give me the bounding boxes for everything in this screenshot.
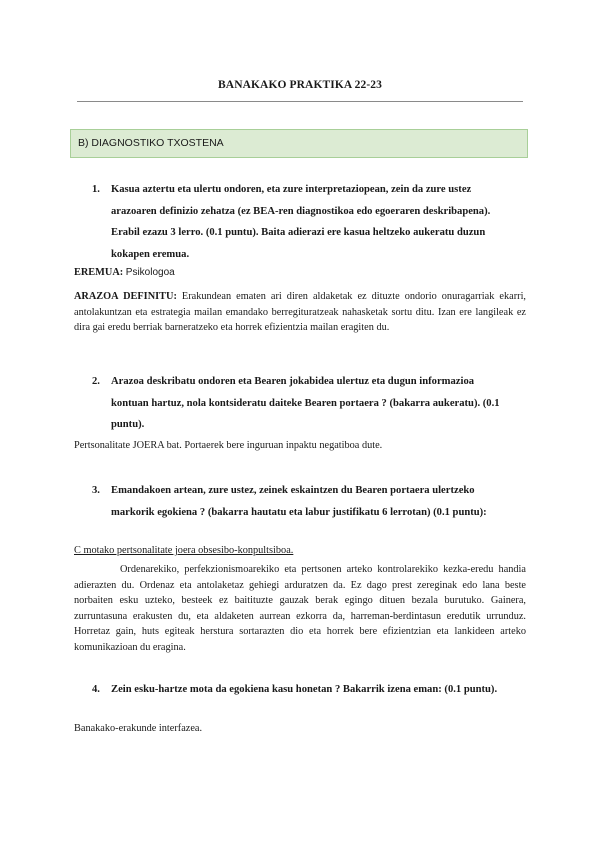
arazoa-text: Erakundean ematen ari diren aldaketak ez dituzte ondorio onuragarriak ekarri, antolakuntzan eta estrategia mailan emandako berregituratzeak nahasketak sortu ditu. Izan ere langileak ez dira gai eredu berriak barneratzeko eta horrek efizientzia mailan eragiten du. [74,291,526,334]
title-divider [77,101,523,102]
question-1-number: 1. [92,184,100,195]
arazoa-label: ARAZOA DEFINITU: [74,291,177,302]
question-3-text: Emandakoen artean, zure ustez, zeinek eskaintzen du Bearen portaera ulertzeko markorik egokiena ? (bakarra hautatu eta labur justifikatu 6 lerrotan) (0.1 puntu): [111,485,487,518]
eremua-label: EREMUA: [74,267,124,278]
answer-4: Banakako-erakunde interfazea. [74,723,203,734]
answer-2: Pertsonalitate JOERA bat. Portaerek bere inguruan inpaktu negatiboa dute. [74,440,383,451]
eremua-value: Psikologoa [125,267,175,278]
question-4-number: 4. [92,684,100,695]
question-2-text: Arazoa deskribatu ondoren eta Bearen jokabidea ulertuz eta dugun informazioa kontuan hartuz, nola kontsideratu daiteke Bearen portaera ? (bakarra aukeratu). (0.1 puntu). [111,376,500,430]
answer-3-body: Ordenarekiko, perfekzionismoarekiko eta pertsonen arteko kontrolarekiko kezka-eredu handia adierazten du. Ordenaz eta antolaketaz gehiegi arduratzen da. Ez dago prest zereginak edo lana beste norbaiten esku uzteko, besteek ez baitituzte gauzak berak egingo dituen bezala burutuko. Gainera, zurruntasuna erakusten du, eta aldaketen aurrean ezkorra da, harreman-berdintasun eredutik urrunduz. Horretaz gain, huts egiteak herstura sortarazten dio eta horrek bere efizientzian eta lankideen arteko komunikazioan du eragina. [74,564,526,653]
page-title: BANAKAKO PRAKTIKA 22-23 [218,79,382,91]
question-1-text: Kasua aztertu eta ulertu ondoren, eta zure interpretaziopean, zein da zure ustez arazoaren definizio zehatza (ez BEA-ren diagnostikoa edo egoeraren deskribapena). Erabil ezazu 3 lerro. (0.1 puntu). Baita adierazi ere kasua heltzeko aukeratu duzun kokapen eremua. [111,184,491,260]
section-heading: B) DIAGNOSTIKO TXOSTENA [78,137,224,149]
answer-1-eremua [74,267,175,278]
question-3-number: 3. [92,485,100,496]
answer-1-arazoa [74,289,526,336]
question-4-text: Zein esku-hartze mota da egokiena kasu honetan ? Bakarrik izena eman: (0.1 puntu). [111,684,498,695]
answer-3-heading: C motako pertsonalitate joera obsesibo-konpultsiboa. [74,545,294,556]
question-2-number: 2. [92,376,100,387]
